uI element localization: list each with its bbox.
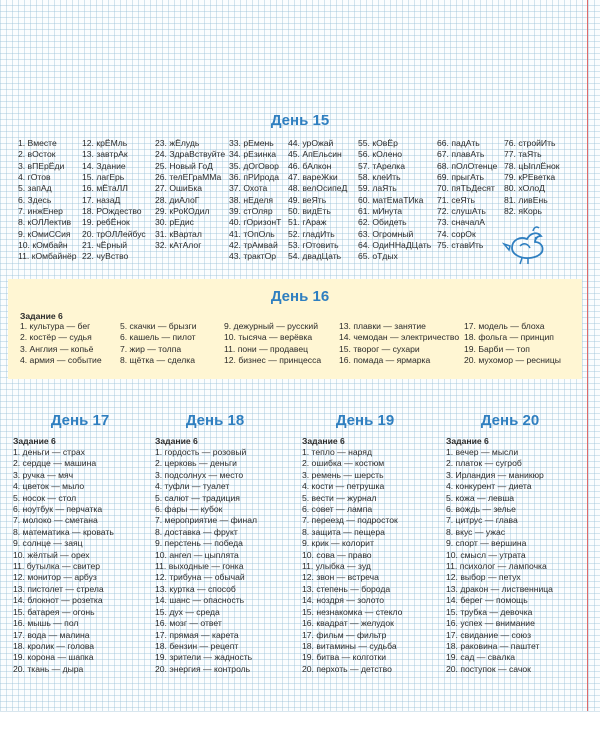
word-item: 32. кАтАлог	[155, 240, 202, 251]
pair-item: 14. ноздря — золото	[302, 595, 384, 606]
pair-item: 8. доставка — фрукт	[155, 526, 238, 537]
pair-item: 13. степень — борода	[302, 583, 391, 594]
pair-item: 1. вечер — мысли	[446, 447, 519, 457]
word-item: 73. сначалА	[437, 217, 485, 228]
pair-item: 11. бутылка — свитер	[13, 561, 101, 572]
day17-task-label: Задание 6	[13, 436, 56, 446]
pair-item: 17. вода — малина	[13, 629, 90, 640]
pair-item: 15. трубка — девочка	[446, 606, 533, 617]
word-item: 4. гОтов	[18, 172, 51, 183]
word-item: 46. бАлкон	[288, 160, 332, 171]
pair-item: 7. жир — толпа	[120, 343, 182, 354]
pair-item: 18. витамины — судьба	[302, 640, 397, 651]
pair-item: 9. солнце — заяц	[13, 538, 83, 549]
pair-item: 16. мышь — пол	[13, 618, 79, 629]
day19-title: День 19	[335, 412, 395, 429]
word-item: 72. слушАть	[437, 206, 486, 217]
pair-item: 12. трибуна — обычай	[155, 572, 245, 583]
word-item: 1. Вместе	[18, 138, 57, 148]
word-item: 74. сорОк	[437, 228, 476, 239]
word-item: 71. сеЯть	[437, 194, 476, 205]
word-item: 54. двадЦать	[288, 251, 342, 262]
word-item: 68. пОлОтенце	[437, 160, 498, 171]
day18-title: День 18	[185, 412, 245, 429]
day16-task-label: Задание 6	[20, 311, 63, 321]
pair-item: 15. дух — среда	[155, 606, 220, 617]
pair-item: 14. блокнот — розетка	[13, 595, 103, 606]
word-item: 33. рЕмень	[229, 138, 274, 148]
day16-column	[120, 321, 197, 367]
word-item: 47. вареЖки	[288, 172, 338, 183]
pair-item: 3. Англия — копьё	[20, 343, 94, 354]
pair-item: 3. Ирландия — маникюр	[446, 469, 544, 480]
pair-item: 11. психолог — лампочка	[446, 561, 547, 572]
word-item: 11. кОмбайнёр	[18, 251, 77, 262]
pair-item: 6. вождь — зелье	[446, 504, 516, 515]
pair-item: 10. смысл — утрата	[446, 549, 526, 560]
word-item: 53. гОтовить	[288, 240, 339, 251]
pair-item: 3. ремень — шерсть	[302, 469, 384, 480]
day17-block	[13, 436, 114, 675]
pair-item: 7. переезд — подросток	[302, 515, 398, 526]
pair-item: 9. спорт — вершина	[446, 538, 527, 549]
pair-item: 17. свидание — союз	[446, 629, 532, 640]
word-item: 19. ребЁнок	[82, 217, 130, 228]
pair-item: 20. ткань — дыра	[13, 663, 84, 674]
word-item: 12. крЁМль	[82, 138, 128, 148]
pair-item: 10. жёлтый — орех	[13, 549, 90, 560]
word-item: 31. кВартал	[155, 228, 202, 239]
pair-item: 14. берег — помощь	[446, 595, 528, 606]
word-item: 66. падАть	[437, 138, 480, 148]
word-item: 65. оТдых	[358, 251, 398, 262]
pair-item: 15. батарея — огонь	[13, 606, 95, 617]
pair-item: 19. зрители — жадность	[155, 652, 253, 663]
day18-task-label: Задание 6	[155, 436, 198, 446]
pair-item: 1. гордость — розовый	[155, 447, 247, 457]
pair-item: 8. вкус — ужас	[446, 526, 506, 537]
day16-column	[20, 321, 102, 367]
pair-item: 8. щётка — сделка	[120, 355, 195, 366]
word-item: 5. запАд	[18, 183, 52, 194]
pair-item: 20. энергия — контроль	[155, 663, 251, 674]
pair-item: 6. фары — кубок	[155, 504, 223, 515]
day19-block	[302, 436, 402, 675]
pair-item: 15. творог — сухари	[339, 343, 420, 354]
pair-item: 7. молоко — сметана	[13, 515, 98, 526]
pair-item: 12. монитор — арбуз	[13, 572, 97, 583]
word-item: 26. телЕГраММа	[155, 172, 222, 183]
pair-item: 3. ручка — мяч	[13, 469, 74, 480]
pair-item: 11. пони — продавец	[224, 343, 309, 354]
word-item: 51. гАраж	[288, 217, 327, 228]
word-item: 64. ОдиННаДЦать	[358, 240, 432, 251]
pair-item: 1. культура — бег	[20, 321, 91, 331]
word-item: 60. матЕмаТИка	[358, 194, 424, 205]
day19-task-label: Задание 6	[302, 436, 345, 446]
word-item: 6. Здесь	[18, 194, 52, 205]
word-item: 2. вОсток	[18, 149, 56, 160]
day16-column	[339, 321, 459, 367]
word-item: 16. мЁтаЛЛ	[82, 183, 128, 194]
word-item: 57. тАрелка	[358, 160, 406, 171]
pair-item: 1. тепло — наряд	[302, 447, 372, 457]
pair-item: 19. Барби — топ	[464, 343, 530, 354]
pair-item: 1. деньги — страх	[13, 447, 85, 457]
word-item: 77. таЯть	[504, 149, 542, 160]
pair-item: 5. вести — журнал	[302, 492, 377, 503]
word-item: 7. инжЕнер	[18, 206, 63, 217]
word-item: 36. пРИрода	[229, 172, 280, 183]
pair-item: 6. ноутбук — перчатка	[13, 504, 103, 515]
word-item: 25. Новый ГоД	[155, 160, 213, 171]
pair-item: 5. кожа — левша	[446, 492, 515, 503]
pair-item: 19. битва — колготки	[302, 652, 387, 663]
day20-block	[446, 436, 553, 675]
word-item: 21. чЁрный	[82, 240, 128, 251]
pair-item: 14. чемодан — электричество	[339, 332, 460, 343]
word-item: 52. гладИть	[288, 228, 335, 239]
pair-item: 7. мероприятие — финал	[155, 515, 257, 526]
bird-icon	[502, 220, 548, 266]
pair-item: 11. выходные — гонка	[155, 561, 244, 572]
pair-item: 16. квадрат — желудок	[302, 618, 394, 629]
pair-item: 10. ангел — цыплята	[155, 549, 239, 560]
pair-item: 16. помада — ярмарка	[339, 355, 431, 366]
word-item: 82. яКорь	[504, 206, 543, 217]
pair-item: 10. тысяча — верёвка	[224, 332, 313, 343]
pair-item: 4. туфли — туалет	[155, 481, 230, 492]
day20-task-label: Задание 6	[446, 436, 489, 446]
word-item: 8. кОЛЛектив	[18, 217, 72, 228]
word-item: 14. Здание	[82, 160, 126, 171]
word-item: 27. ОшиБка	[155, 183, 203, 194]
pair-item: 17. модель — блоха	[464, 321, 545, 331]
pair-item: 18. кролик — голова	[13, 640, 95, 651]
pair-item: 10. сова — право	[302, 549, 372, 560]
pair-item: 6. кашель — пилот	[120, 332, 196, 343]
pair-item: 8. защита — пещера	[302, 526, 385, 537]
word-item: 18. РОждество	[82, 206, 142, 217]
day16-column	[464, 321, 561, 367]
day18-block	[155, 436, 257, 675]
pair-item: 9. крик — колорит	[302, 538, 374, 549]
pair-item: 13. плавки — занятие	[339, 321, 426, 331]
word-item: 45. АпЕльсин	[288, 149, 342, 160]
pair-item: 18. фольга — принцип	[464, 332, 554, 343]
pair-item: 16. мозг — ответ	[155, 618, 222, 629]
word-item: 28. диАлоГ	[155, 194, 200, 205]
pair-item: 16. успех — внимание	[446, 618, 535, 629]
pair-item: 2. платок — сугроб	[446, 458, 522, 469]
pair-item: 9. дежурный — русский	[224, 321, 319, 331]
day17-title: День 17	[50, 412, 110, 429]
word-item: 22. чуВство	[82, 251, 129, 262]
word-item: 40. гОризонТ	[229, 217, 282, 228]
word-item: 3. вПЕрЁди	[18, 160, 65, 171]
pair-item: 13. дракон — лиственница	[446, 583, 553, 594]
day16-column	[224, 321, 321, 367]
word-item: 39. стОляр	[229, 206, 273, 217]
word-item: 56. кОлено	[358, 149, 403, 160]
pair-item: 5. скачки — брызги	[120, 321, 197, 331]
word-item: 42. трАмвай	[229, 240, 278, 251]
pair-item: 12. звон — встреча	[302, 572, 379, 583]
word-item: 49. веЯть	[288, 194, 327, 205]
pair-item: 2. церковь — деньги	[155, 458, 237, 469]
page-bottom	[0, 711, 600, 750]
word-item: 44. урОжай	[288, 138, 334, 148]
pair-item: 13. пистолет — стрела	[13, 583, 104, 594]
day16-title: День 16	[270, 288, 330, 305]
word-item: 30. рЕдис	[155, 217, 194, 228]
word-item: 17. назаД	[82, 194, 121, 205]
pair-item: 20. поступок — сачок	[446, 663, 531, 674]
day20-title: День 20	[480, 412, 540, 429]
word-item: 78. цЫплЁнок	[504, 160, 560, 171]
pair-item: 14. шанс — опасность	[155, 595, 245, 606]
pair-item: 13. куртка — способ	[155, 583, 236, 594]
pair-item: 19. сад — свалка	[446, 652, 516, 663]
word-item: 34. рЕзинка	[229, 149, 277, 160]
word-item: 13. завтрАк	[82, 149, 128, 160]
pair-item: 2. ошибка — костюм	[302, 458, 385, 469]
pair-item: 11. улыбка — зуд	[302, 561, 371, 572]
word-item: 63. Огромный	[358, 228, 414, 239]
pair-item: 20. мухомор — ресницы	[464, 355, 561, 366]
word-item: 70. пяТЬДесят	[437, 183, 495, 194]
pair-item: 2. костёр — судья	[20, 332, 92, 343]
word-item: 24. ЗдраВствуйте	[155, 149, 226, 160]
word-item: 9. кОмиССия	[18, 228, 71, 239]
pair-item: 4. армия — событие	[20, 355, 102, 366]
word-item: 61. мИнута	[358, 206, 403, 217]
pair-item: 4. кости — петрушка	[302, 481, 385, 492]
word-item: 79. кРЕветка	[504, 172, 556, 183]
pair-item: 17. фильм — фильтр	[302, 629, 387, 640]
pair-item: 2. сердце — машина	[13, 458, 97, 469]
pair-item: 7. цитрус — глава	[446, 515, 518, 526]
pair-item: 8. математика — кровать	[13, 526, 114, 537]
word-item: 23. жЁлудь	[155, 138, 200, 148]
word-item: 35. дОгОвор	[229, 160, 279, 171]
word-item: 59. лаЯть	[358, 183, 397, 194]
pair-item: 20. перхоть — детство	[302, 663, 392, 674]
word-item: 76. стройИть	[504, 138, 556, 148]
pair-item: 18. раковина — паштет	[446, 640, 540, 651]
day15-title: День 15	[270, 112, 330, 129]
pair-item: 17. прямая — карета	[155, 629, 239, 640]
word-item: 67. плавАть	[437, 149, 485, 160]
pair-item: 4. цветок — мыло	[13, 481, 85, 492]
word-item: 69. прыгАть	[437, 172, 485, 183]
word-item: 48. велОсипеД	[288, 183, 348, 194]
pair-item: 9. перстень — победа	[155, 538, 243, 549]
pair-item: 12. бизнес — принцесса	[224, 355, 322, 366]
word-item: 10. кОмбайн	[18, 240, 68, 251]
pair-item: 4. конкурент — диета	[446, 481, 532, 492]
word-item: 15. лагЕрь	[82, 172, 125, 183]
word-item: 20. трОЛЛейбус	[82, 228, 146, 239]
pair-item: 15. незнакомка — стекло	[302, 606, 403, 617]
word-item: 62. Обидеть	[358, 217, 407, 228]
pair-item: 5. салют — традиция	[155, 492, 240, 503]
word-item: 55. кОвЁр	[358, 138, 398, 148]
word-item: 58. клеИть	[358, 172, 401, 183]
pair-item: 12. выбор — петух	[446, 572, 521, 583]
word-item: 75. ставИть	[437, 240, 484, 251]
word-item: 81. ливЕнь	[504, 194, 548, 205]
pair-item: 5. носок — стол	[13, 492, 77, 503]
word-item: 50. видЕть	[288, 206, 331, 217]
word-item: 41. тОпОль	[229, 228, 275, 239]
word-item: 29. кРоКОдил	[155, 206, 210, 217]
pair-item: 18. бензин — рецепт	[155, 640, 239, 651]
word-item: 37. Охота	[229, 183, 268, 194]
word-item: 43. трактОр	[229, 251, 277, 262]
pair-item: 3. подсолнух — место	[155, 469, 244, 480]
word-item: 80. хОлоД	[504, 183, 545, 194]
pair-item: 6. совет — лампа	[302, 504, 373, 515]
word-item: 38. нЕделя	[229, 194, 273, 205]
pair-item: 19. корона — шапка	[13, 652, 94, 663]
